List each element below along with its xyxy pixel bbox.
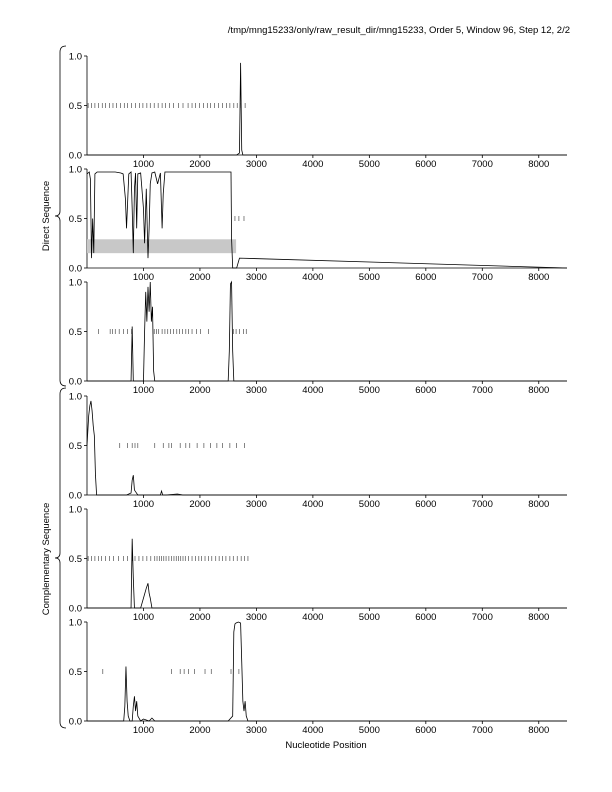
x-tick-label: 7000 xyxy=(471,272,493,283)
y-tick-label: 1.0 xyxy=(68,51,82,63)
y-tick-label: 0.5 xyxy=(68,441,82,452)
group-label-direct: Direct Sequence xyxy=(41,180,52,252)
x-tick-label: 2000 xyxy=(189,725,211,736)
y-tick-label: 0.0 xyxy=(68,263,82,275)
direct-sequence-brace xyxy=(55,46,66,386)
shaded-band xyxy=(87,239,236,253)
x-tick-label: 2000 xyxy=(189,385,211,396)
group-label-complementary: Complementary Sequence xyxy=(41,502,52,616)
x-tick-label: 3000 xyxy=(245,272,267,283)
series-line xyxy=(87,63,567,155)
x-tick-label: 5000 xyxy=(358,159,380,170)
y-tick-label: 1.0 xyxy=(68,277,82,289)
y-tick-label: 0.5 xyxy=(68,214,82,225)
y-tick-label: 0.5 xyxy=(68,327,82,338)
x-tick-label: 1000 xyxy=(132,612,155,623)
x-tick-label: 3000 xyxy=(245,725,267,736)
x-tick-label: 1000 xyxy=(132,159,155,170)
series-line xyxy=(87,401,567,495)
x-tick-label: 8000 xyxy=(528,385,550,396)
x-tick-label: 8000 xyxy=(528,159,550,170)
x-tick-label: 7000 xyxy=(471,612,493,623)
x-tick-label: 7000 xyxy=(471,159,493,170)
x-tick-label: 5000 xyxy=(358,725,380,736)
y-tick-label: 0.0 xyxy=(68,603,82,615)
x-tick-label: 5000 xyxy=(358,612,380,623)
x-tick-label: 7000 xyxy=(471,499,493,510)
x-tick-label: 2000 xyxy=(189,159,211,170)
x-tick-label: 4000 xyxy=(302,499,324,510)
x-tick-label: 6000 xyxy=(415,499,437,510)
x-tick-label: 1000 xyxy=(132,499,155,510)
y-tick-label: 0.5 xyxy=(68,101,82,112)
x-tick-label: 1000 xyxy=(132,385,155,396)
x-tick-label: 6000 xyxy=(415,159,437,170)
x-tick-label: 3000 xyxy=(245,385,267,396)
y-tick-label: 1.0 xyxy=(68,164,82,176)
x-tick-label: 1000 xyxy=(132,272,155,283)
y-tick-label: 0.0 xyxy=(68,716,82,728)
x-tick-label: 5000 xyxy=(358,499,380,510)
y-tick-label: 0.0 xyxy=(68,150,82,162)
x-tick-label: 4000 xyxy=(302,159,324,170)
y-tick-label: 1.0 xyxy=(68,617,82,629)
x-tick-label: 3000 xyxy=(245,612,267,623)
x-tick-label: 6000 xyxy=(415,612,437,623)
x-tick-label: 4000 xyxy=(302,385,324,396)
x-tick-label: 6000 xyxy=(415,272,437,283)
x-tick-label: 8000 xyxy=(528,272,550,283)
y-tick-label: 0.0 xyxy=(68,376,82,388)
complementary-sequence-brace xyxy=(55,388,66,728)
page-title: /tmp/mng15233/only/raw_result_dir/mng15233, Order 5, Window 96, Step 12, 2/2 xyxy=(227,25,570,36)
y-tick-label: 0.5 xyxy=(68,667,82,678)
x-tick-label: 6000 xyxy=(415,725,437,736)
x-tick-label: 8000 xyxy=(528,499,550,510)
x-tick-label: 2000 xyxy=(189,612,211,623)
x-tick-label: 3000 xyxy=(245,159,267,170)
x-tick-label: 6000 xyxy=(415,385,437,396)
x-tick-label: 4000 xyxy=(302,272,324,283)
x-tick-label: 4000 xyxy=(302,725,324,736)
y-tick-label: 1.0 xyxy=(68,504,82,516)
series-line xyxy=(87,172,567,268)
series-line xyxy=(87,539,567,608)
x-tick-label: 5000 xyxy=(358,385,380,396)
x-tick-label: 4000 xyxy=(302,612,324,623)
y-tick-label: 0.5 xyxy=(68,554,82,565)
y-tick-label: 0.0 xyxy=(68,490,82,502)
x-tick-label: 7000 xyxy=(471,385,493,396)
x-tick-label: 8000 xyxy=(528,725,550,736)
y-tick-label: 1.0 xyxy=(68,391,82,403)
x-tick-label: 2000 xyxy=(189,272,211,283)
x-tick-label: 8000 xyxy=(528,612,550,623)
x-axis-label: Nucleotide Position xyxy=(285,740,367,751)
x-tick-label: 2000 xyxy=(189,499,211,510)
series-line xyxy=(87,622,567,721)
x-tick-label: 5000 xyxy=(358,272,380,283)
x-tick-label: 7000 xyxy=(471,725,493,736)
x-tick-label: 1000 xyxy=(132,725,155,736)
x-tick-label: 3000 xyxy=(245,499,267,510)
